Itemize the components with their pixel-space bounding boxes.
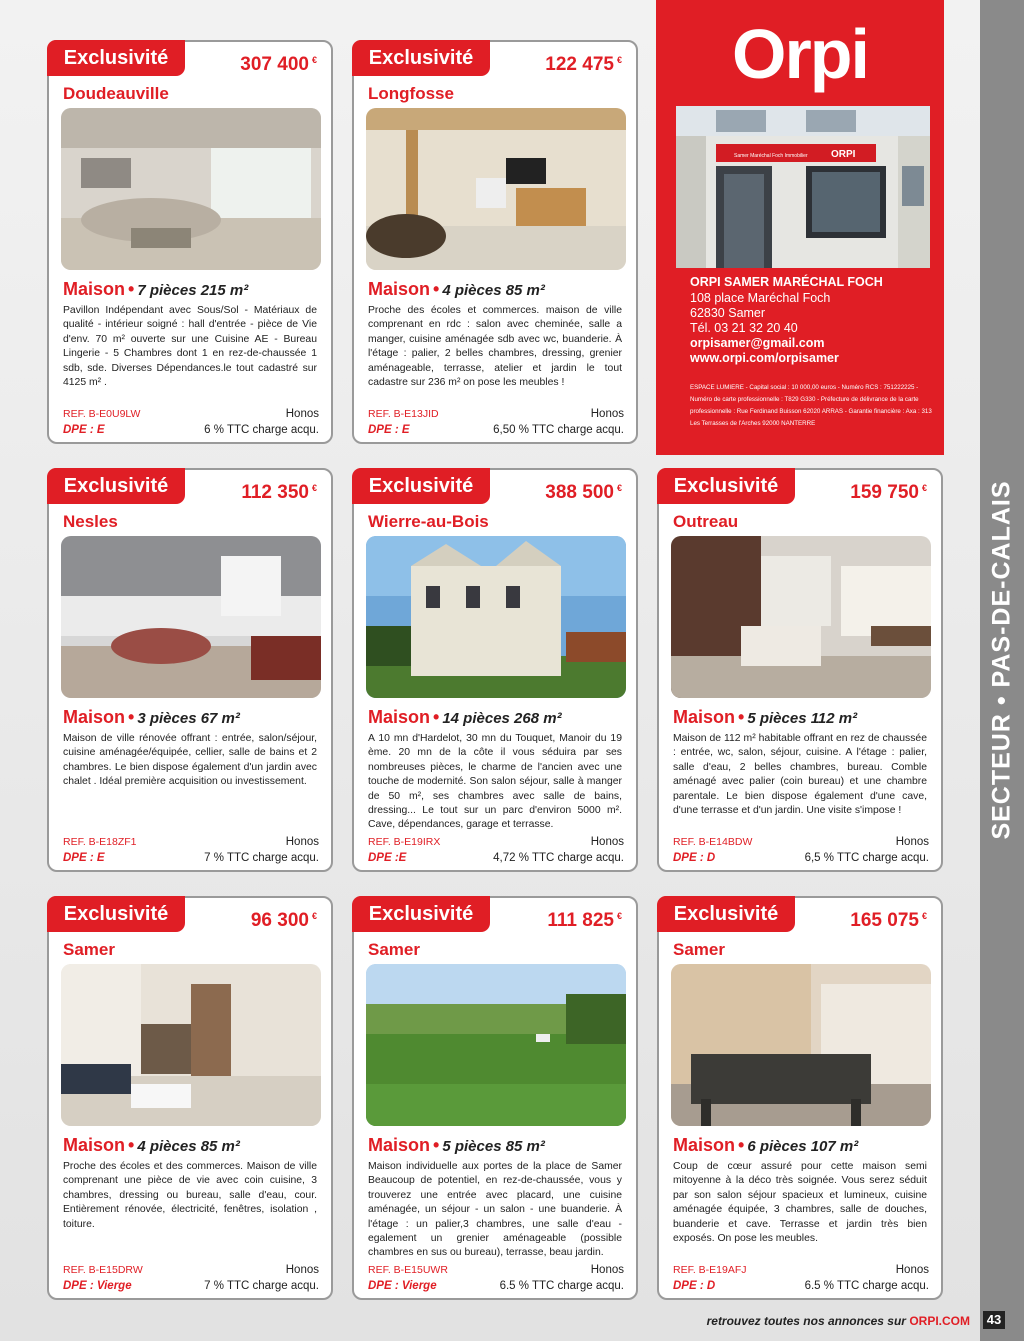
exclusivity-badge: Exclusivité: [47, 468, 185, 504]
dining-room-photo[interactable]: [671, 536, 931, 698]
price-value: 112 350: [241, 482, 309, 503]
property-type: Maison: [673, 707, 736, 727]
currency-symbol: €: [921, 482, 927, 493]
price: [547, 910, 622, 932]
fees-label: Honos: [590, 1264, 624, 1276]
price: [251, 910, 317, 932]
property-summary: [63, 279, 248, 300]
price-value: 159 750: [850, 482, 919, 503]
city-name: Longfosse: [368, 84, 454, 103]
agency-legal-notice: ESPACE LUMIERE - Capital social : 10 000,00 euros - Numéro RCS : 751222225 - Numéro de carte professionnelle : T829 G330 - Préfecture de délivrance de la carte professionnelle : Rue Ferdinand Buisson 62020 ARRAS - Garantie financière : Axa : 313 Les Terrasses de l'Arches 92000 NANTERRE: [690, 384, 932, 427]
price-value: 307 400: [240, 54, 309, 75]
listing-card[interactable]: [47, 896, 333, 1300]
listing-card[interactable]: [352, 40, 638, 444]
agency-website[interactable]: www.orpi.com/orpisamer: [690, 351, 839, 365]
rooms-area: 7 pièces 215 m²: [137, 282, 249, 299]
energy-rating: DPE : E: [63, 424, 105, 436]
energy-rating: DPE : D: [673, 852, 716, 864]
exclusivity-badge: Exclusivité: [352, 40, 490, 76]
separator-bullet: •: [433, 1135, 440, 1155]
separator-bullet: •: [128, 707, 135, 727]
fees-value: 6,5 % TTC charge acqu.: [804, 852, 929, 864]
price-value: 165 075: [850, 910, 919, 931]
property-type: Maison: [63, 279, 126, 299]
agency-sign-subtext: Samer Maréchal Foch Immobilier: [734, 153, 808, 159]
agency-phone[interactable]: Tél. 03 21 32 20 40: [690, 321, 798, 335]
listing-card[interactable]: [657, 468, 943, 872]
page-number: 43: [983, 1311, 1005, 1329]
agency-email[interactable]: orpisamer@gmail.com: [690, 336, 825, 350]
rooms-area: 4 pièces 85 m²: [137, 1138, 240, 1155]
agency-city: 62830 Samer: [690, 306, 766, 320]
property-summary: [368, 707, 562, 728]
rooms-area: 4 pièces 85 m²: [442, 282, 545, 299]
currency-symbol: €: [311, 910, 317, 921]
rooms-area: 5 pièces 112 m²: [747, 710, 858, 727]
property-type: Maison: [368, 1135, 431, 1155]
fees-label: Honos: [895, 836, 929, 848]
property-summary: [63, 1135, 240, 1156]
exclusivity-badge: Exclusivité: [352, 468, 490, 504]
reference-number: REF. B-E19IRX: [368, 836, 441, 848]
property-type: Maison: [63, 707, 126, 727]
listing-card[interactable]: [352, 896, 638, 1300]
city-name: Wierre-au-Bois: [368, 512, 489, 531]
city-name: Samer: [673, 940, 725, 959]
reference-number: REF. B-E14BDW: [673, 836, 753, 848]
fees-value: 6 % TTC charge acqu.: [204, 424, 319, 436]
fees-value: 7 % TTC charge acqu.: [204, 1280, 319, 1292]
property-summary: [673, 707, 857, 728]
rooms-area: 5 pièces 85 m²: [442, 1138, 545, 1155]
fees-label: Honos: [590, 836, 624, 848]
property-description: Maison de 112 m² habitable offrant en rez de chaussée : entrée, wc, salon, séjour, cuisine. A l'étage : palier, salle d'eau, 2 belles chambres, bureau. Comble aménagé avec palier (coin bureau) et une chambre parentale. Le bien dispose également d'une cave, d'une terrasse et d'un jardin. Une visite s'impose !: [673, 733, 927, 817]
city-name: Samer: [63, 940, 115, 959]
property-type: Maison: [673, 1135, 736, 1155]
property-description: Maison individuelle aux portes de la place de Samer Beaucoup de potentiel, en rez-de-chaussée, vous y trouverez une entrée avec placard, une cuisine aménagée, un séjour - un salon - une buanderie. À l'étage : un palier,3 chambres, une salle d'eau - egalement un grenier aménageable (possible chambres en sus ou bureau), terrasse, beau jardin.: [368, 1161, 622, 1259]
property-summary: [673, 1135, 858, 1156]
rooms-area: 6 pièces 107 m²: [747, 1138, 859, 1155]
property-description: A 10 mn d'Hardelot, 30 mn du Touquet, Manoir du 19 ème. 20 mn de la côte il vous séduira par ses nombreuses pièces, le charme de l'ancien avec une touche de modernité. Son salon séjour, salle à manger de 50 m², ses chambres avec salle de bains, dressing... Le tout sur un parc d'environ 5000 m². Cave, dépendances, garage et terrasse.: [368, 733, 622, 831]
reference-number: REF. B-E0U9LW: [63, 408, 141, 420]
energy-rating: DPE : Vierge: [368, 1280, 437, 1292]
energy-rating: DPE :E: [368, 852, 407, 864]
fees-value: 7 % TTC charge acqu.: [204, 852, 319, 864]
exclusivity-badge: Exclusivité: [657, 468, 795, 504]
rooms-area: 3 pièces 67 m²: [137, 710, 240, 727]
footer: [707, 1314, 970, 1328]
energy-rating: DPE : D: [673, 1280, 716, 1292]
property-type: Maison: [368, 279, 431, 299]
garden-photo[interactable]: [366, 964, 626, 1126]
listing-card[interactable]: [47, 40, 333, 444]
separator-bullet: •: [738, 707, 745, 727]
price: [545, 54, 622, 76]
property-description: Proche des écoles et des commerces. Maison de ville comprenant une pièce de vie avec coin cuisine, 3 chambres, dressing ou bureau, salle d'eau, cour. Entièrement rénovée, électricité, fenêtres, isolation , toiture.: [63, 1161, 317, 1230]
price: [545, 482, 622, 504]
agency-name: ORPI SAMER MARÉCHAL FOCH: [690, 275, 883, 289]
dining-room-photo[interactable]: [61, 536, 321, 698]
reference-number: REF. B-E13JID: [368, 408, 439, 420]
property-summary: [368, 1135, 545, 1156]
separator-bullet: •: [433, 707, 440, 727]
reference-number: REF. B-E15UWR: [368, 1264, 448, 1276]
footer-text: retrouvez toutes nos annonces sur: [706, 1314, 906, 1328]
energy-rating: DPE : Vierge: [63, 1280, 132, 1292]
living-room-photo[interactable]: [61, 108, 321, 270]
currency-symbol: €: [616, 54, 622, 65]
currency-symbol: €: [311, 482, 317, 493]
exclusivity-badge: Exclusivité: [352, 896, 490, 932]
orpi-logo: Orpi: [732, 15, 868, 93]
sidebar-label: SECTEUR • PAS-DE-CALAIS: [987, 480, 1016, 840]
fees-value: 6,50 % TTC charge acqu.: [493, 424, 624, 436]
fees-label: Honos: [895, 1264, 929, 1276]
price-value: 96 300: [250, 910, 309, 931]
footer-site-link[interactable]: ORPI.COM: [909, 1314, 970, 1328]
separator-bullet: •: [128, 1135, 135, 1155]
agency-panel: [656, 0, 944, 455]
separator-bullet: •: [738, 1135, 745, 1155]
price: [240, 54, 317, 76]
fees-value: 6.5 % TTC charge acqu.: [804, 1280, 929, 1292]
listing-card[interactable]: [352, 468, 638, 872]
energy-rating: DPE : E: [368, 424, 410, 436]
property-description: Coup de cœur assuré pour cette maison semi mitoyenne à la déco très soignée. Vous serez séduit par son salon séjour spacieux et lumineux, cuisine aménagée équipée, 3 chambres, salle de douches, buanderie et cave. Terrasse et jardin très bien exposés. On pose les meubles.: [673, 1161, 927, 1245]
price: [850, 910, 927, 932]
separator-bullet: •: [433, 279, 440, 299]
currency-symbol: €: [921, 910, 927, 921]
separator-bullet: •: [128, 279, 135, 299]
exclusivity-badge: Exclusivité: [47, 40, 185, 76]
city-name: Doudeauville: [63, 84, 169, 103]
listing-card[interactable]: [657, 896, 943, 1300]
property-description: Maison de ville rénovée offrant : entrée, salon/séjour, cuisine aménagée/équipée, cellier, salle de bains et 2 chambres. Le bien dispose également d'un jardin avec chalet . Idéal première acquisition ou investissement.: [63, 733, 317, 788]
dining-room-photo[interactable]: [671, 964, 931, 1126]
property-type: Maison: [63, 1135, 126, 1155]
energy-rating: DPE : E: [63, 852, 105, 864]
fees-label: Honos: [590, 408, 624, 420]
fees-value: 6.5 % TTC charge acqu.: [499, 1280, 624, 1292]
currency-symbol: €: [616, 482, 622, 493]
listing-card[interactable]: [47, 468, 333, 872]
agency-storefront-photo: [676, 106, 930, 268]
price-value: 111 825: [547, 910, 614, 931]
city-name: Nesles: [63, 512, 118, 531]
property-description: Proche des écoles et commerces. maison de ville comprenant en rdc : salon avec cheminée, salle a manger, cuisine aménagée sdb avec wc, buanderie. À l'étage : palier, 2 belles chambres, dressing, grenier aménageable, terrasse, atelier et jardin le tout cadastre sur 236 m² on pose les meubles !: [368, 305, 622, 389]
fees-label: Honos: [285, 408, 319, 420]
price-value: 388 500: [545, 482, 614, 503]
living-room-photo[interactable]: [61, 964, 321, 1126]
section-sidebar: [980, 0, 1024, 1341]
price: [850, 482, 927, 504]
agency-sign-text: ORPI: [831, 149, 856, 160]
exclusivity-badge: Exclusivité: [657, 896, 795, 932]
price-value: 122 475: [545, 54, 614, 75]
price: [241, 482, 317, 504]
reference-number: REF. B-E19AFJ: [673, 1264, 747, 1276]
fees-value: 4,72 % TTC charge acqu.: [493, 852, 624, 864]
city-name: Samer: [368, 940, 420, 959]
property-description: Pavillon Indépendant avec Sous/Sol - Matériaux de qualité - intérieur soigné : hall d'entrée - pièce de Vie d'env. 70 m² ouverte sur une Cuisine AE - Bureau Lingerie - 5 Chambres dont 1 en rez-de-chaussée 1 sdb, sde. Diverses Dépendances.le tout cadastré sur 4125 m² .: [63, 305, 317, 389]
exclusivity-badge: Exclusivité: [47, 896, 185, 932]
property-summary: [63, 707, 240, 728]
city-name: Outreau: [673, 512, 739, 531]
fees-label: Honos: [285, 1264, 319, 1276]
currency-symbol: €: [616, 910, 622, 921]
fees-label: Honos: [285, 836, 319, 848]
currency-symbol: €: [311, 54, 317, 65]
manor-exterior-photo[interactable]: [366, 536, 626, 698]
agency-address: 108 place Maréchal Foch: [690, 291, 831, 305]
property-type: Maison: [368, 707, 431, 727]
reference-number: REF. B-E15DRW: [63, 1264, 143, 1276]
rooms-area: 14 pièces 268 m²: [442, 710, 562, 727]
living-room-photo[interactable]: [366, 108, 626, 270]
property-summary: [368, 279, 545, 300]
reference-number: REF. B-E18ZF1: [63, 836, 137, 848]
